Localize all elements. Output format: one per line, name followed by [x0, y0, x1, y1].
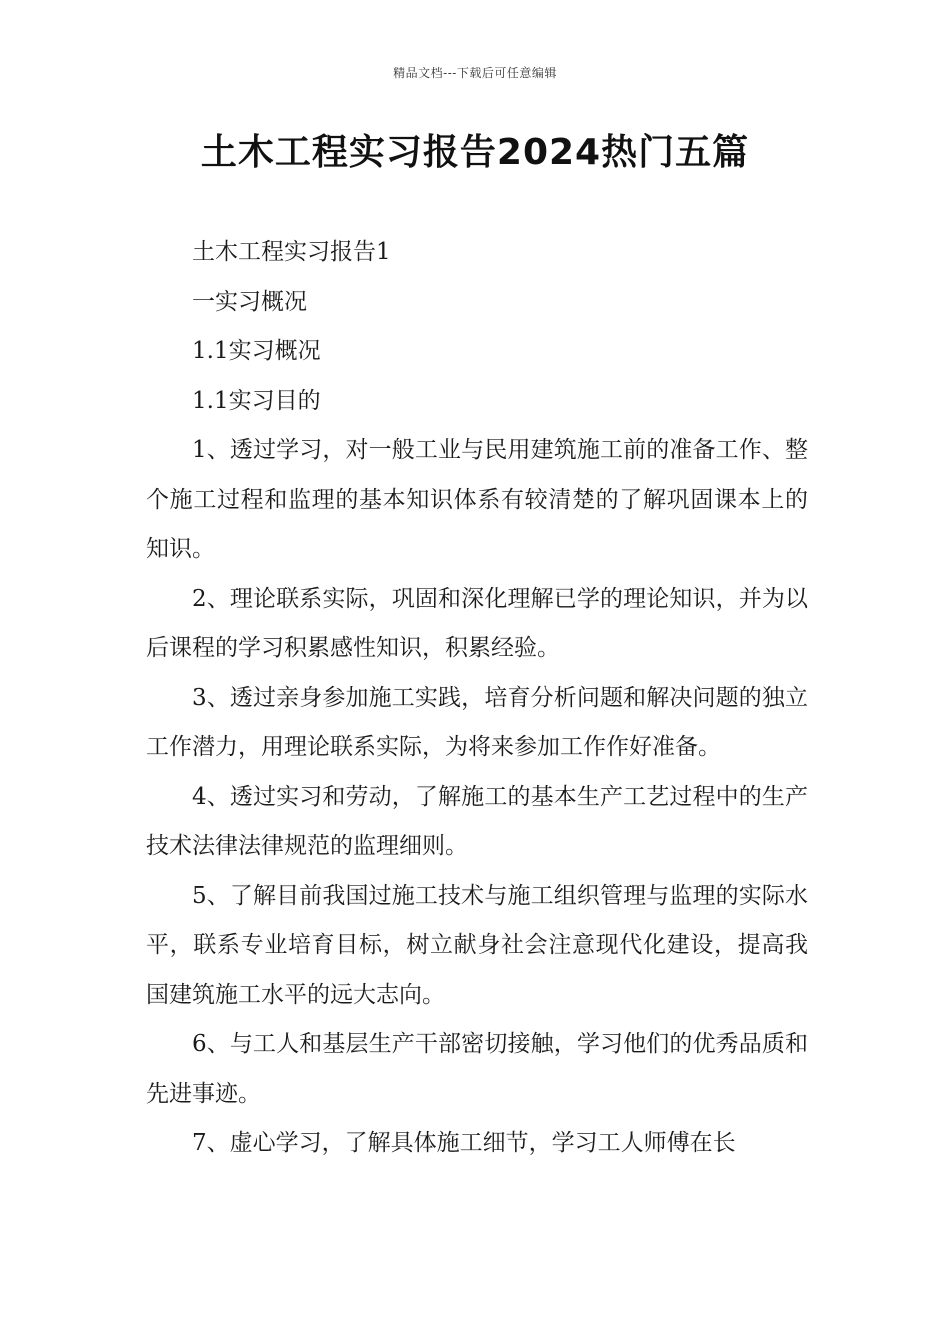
paragraph-item-5: 5、了解目前我国过施工技术与施工组织管理与监理的实际水平，联系专业培育目标，树立献身社会注意现代化建设，提高我国建筑施工水平的远大志向。: [146, 882, 808, 1008]
document-title: 土木工程实习报告2024热门五篇: [200, 132, 750, 173]
paragraph-item-7: 7、虚心学习，了解具体施工细节，学习工人师傅在长: [192, 1130, 736, 1156]
header-note: 精品文档---下载后可任意编辑: [393, 66, 557, 80]
paragraph-subsection-heading: 1.1实习概况: [192, 338, 321, 364]
paragraph-item-2: 2、理论联系实际，巩固和深化理解已学的理论知识，并为以后课程的学习积累感性知识，积累经验。: [146, 585, 808, 661]
paragraph-subsection-heading: 1.1实习目的: [192, 387, 321, 414]
paragraph-report-heading: 土木工程实习报告1: [192, 239, 391, 265]
paragraph-item-6: 6、与工人和基层生产干部密切接触，学习他们的优秀品质和先进事迹。: [146, 1031, 808, 1107]
document-body: [146, 228, 808, 1169]
paragraph-item-1: 1、透过学习，对一般工业与民用建筑施工前的准备工作、整个施工过程和监理的基本知识体系有较清楚的了解巩固课本上的知识。: [146, 437, 808, 562]
paragraph-section-heading: 一实习概况: [192, 288, 307, 315]
paragraph-item-3: 3、透过亲身参加施工实践，培育分析问题和解决问题的独立工作潜力，用理论联系实际，为将来参加工作作好准备。: [146, 684, 808, 760]
paragraph-item-4: 4、透过实习和劳动，了解施工的基本生产工艺过程中的生产技术法律法律规范的监理细则。: [146, 783, 808, 859]
